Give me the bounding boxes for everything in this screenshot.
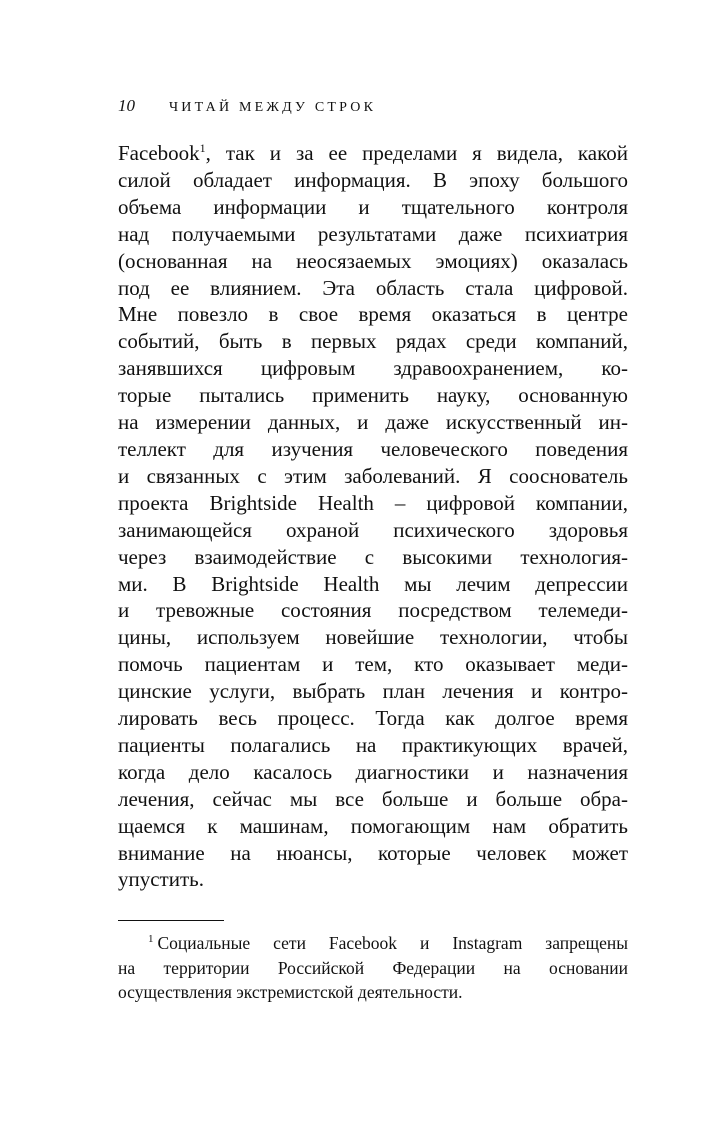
text-line: теллект для изучения человеческого поведения bbox=[118, 436, 628, 461]
page-number: 10 bbox=[118, 96, 135, 115]
running-head bbox=[118, 96, 376, 118]
text-line: (основанная на неосязаемых эмоциях) оказалась bbox=[118, 248, 628, 273]
text-line: торые пытались применить науку, основанную bbox=[118, 383, 628, 408]
text-line: помочь пациентам и тем, кто оказывает меди- bbox=[118, 652, 628, 677]
text-line: под ее влиянием. Эта область стала цифровой. bbox=[118, 275, 628, 300]
footnote bbox=[118, 931, 628, 1005]
text-line-last: упустить. bbox=[118, 867, 204, 892]
footnote-line-last: осуществления экстремистской деятельности. bbox=[118, 982, 463, 1002]
text-line: лечения, сейчас мы все больше и больше обра- bbox=[118, 786, 628, 811]
text-line: и связанных с этим заболеваний. Я сооснователь bbox=[118, 463, 628, 488]
body-text bbox=[118, 140, 628, 893]
text-line: Мне повезло в свое время оказаться в центре bbox=[118, 302, 628, 327]
text-line: проекта Brightside Health – цифровой компании, bbox=[118, 490, 628, 515]
footnote-divider bbox=[118, 920, 224, 921]
footnote-reference[interactable]: 1 bbox=[199, 141, 206, 155]
text-line: цинские услуги, выбрать план лечения и контро- bbox=[118, 679, 628, 704]
text-line: ми. В Brightside Health мы лечим депрессии bbox=[118, 571, 628, 596]
text-line: пациенты полагались на практикующих врачей, bbox=[118, 732, 628, 757]
text-line: цины, используем новейшие технологии, чтобы bbox=[118, 625, 628, 650]
footnote-line bbox=[118, 931, 628, 956]
facebook-word: Facebook bbox=[118, 141, 200, 165]
text-line: когда дело касалось диагностики и назначения bbox=[118, 759, 628, 784]
text-line: через взаимодействие с высокими технология- bbox=[118, 544, 628, 569]
text-line: и тревожные состояния посредством телемеди- bbox=[118, 598, 628, 623]
text-line: силой обладает информация. В эпоху большого bbox=[118, 167, 628, 192]
text-line: на измерении данных, и даже искусственный ин- bbox=[118, 410, 628, 435]
text-line: занявшихся цифровым здравоохранением, ко- bbox=[118, 356, 628, 381]
footnote-line-text: Социальные сети Facebook и Instagram запрещены bbox=[157, 933, 628, 953]
text-line: над получаемыми результатами даже психиатрия bbox=[118, 221, 628, 246]
text-line bbox=[118, 140, 628, 167]
text-line: лировать весь процесс. Тогда как долгое время bbox=[118, 706, 628, 731]
text-line: щаемся к машинам, помогающим нам обратить bbox=[118, 813, 628, 838]
text-line: событий, быть в первых рядах среди компаний, bbox=[118, 329, 628, 354]
running-title: ЧИТАЙ МЕЖДУ СТРОК bbox=[169, 100, 377, 115]
first-line-rest: , так и за ее пределами я видела, какой bbox=[205, 141, 628, 165]
text-line: объема информации и тщательного контроля bbox=[118, 194, 628, 219]
footnote-mark: 1 bbox=[148, 933, 154, 946]
text-line: занимающейся охраной психического здоровья bbox=[118, 517, 628, 542]
footnote-line: на территории Российской Федерации на основании bbox=[118, 957, 628, 978]
text-line: внимание на нюансы, которые человек может bbox=[118, 840, 628, 865]
